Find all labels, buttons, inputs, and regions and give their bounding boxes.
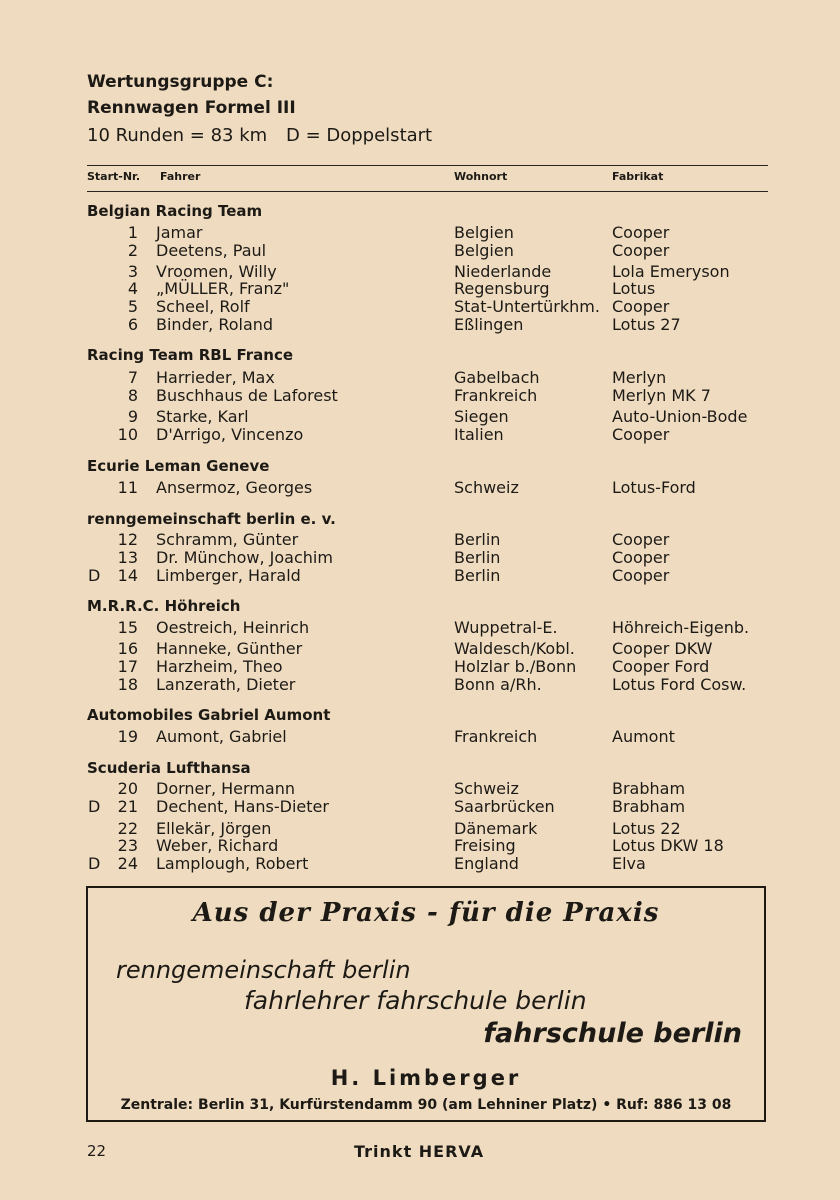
driver-name: Limberger, Harald xyxy=(156,566,301,585)
car-make: Cooper Ford xyxy=(612,657,710,676)
team-heading: renngemeinschaft berlin e. v. xyxy=(87,510,336,528)
car-make: Lotus Ford Cosw. xyxy=(612,675,747,694)
double-start-mark: D xyxy=(88,854,101,873)
residence: Freising xyxy=(454,836,516,855)
start-number: 23 xyxy=(117,836,138,855)
start-number: 20 xyxy=(117,779,138,798)
entry-row xyxy=(0,676,840,694)
residence: Dänemark xyxy=(454,819,538,838)
entry-row xyxy=(0,242,840,260)
driver-name: Starke, Karl xyxy=(156,407,249,426)
start-number: 3 xyxy=(127,262,138,281)
double-start-mark: D xyxy=(88,797,101,816)
residence: Niederlande xyxy=(454,262,552,281)
driver-name: Ellekär, Jörgen xyxy=(156,819,272,838)
start-number: 9 xyxy=(127,407,138,426)
car-make: Cooper xyxy=(612,241,670,260)
distance-info: 10 Runden = 83 km xyxy=(87,125,268,146)
driver-name: „MÜLLER, Franz" xyxy=(156,279,290,298)
col-driver: Fahrer xyxy=(160,170,201,183)
entry-row xyxy=(0,780,840,798)
start-number: 5 xyxy=(127,297,138,316)
start-number: 19 xyxy=(117,727,138,746)
residence: Gabelbach xyxy=(454,368,540,387)
driver-name: Harzheim, Theo xyxy=(156,657,283,676)
start-number: 21 xyxy=(117,797,138,816)
team-heading: Ecurie Leman Geneve xyxy=(87,457,270,475)
start-number: 6 xyxy=(127,315,138,334)
driver-name: Harrieder, Max xyxy=(156,368,275,387)
entry-row xyxy=(0,640,840,658)
car-make: Lotus DKW 18 xyxy=(612,836,724,855)
entry-row xyxy=(0,728,840,746)
residence: Frankreich xyxy=(454,386,538,405)
double-start-mark: D xyxy=(88,566,101,585)
start-number: 4 xyxy=(127,279,138,298)
car-make: Cooper xyxy=(612,297,670,316)
team-heading: Automobiles Gabriel Aumont xyxy=(87,706,331,724)
ad-school-name: fahrschule berlin xyxy=(483,1018,742,1049)
driver-name: Dr. Münchow, Joachim xyxy=(156,548,333,567)
car-make: Cooper xyxy=(612,548,670,567)
group-title: Wertungsgruppe C: xyxy=(87,72,274,92)
start-number: 1 xyxy=(127,223,138,242)
driver-name: Hanneke, Günther xyxy=(156,639,303,658)
car-make: Cooper xyxy=(612,425,670,444)
entry-row xyxy=(0,479,840,497)
ad-club-name: renngemeinschaft berlin xyxy=(116,956,411,984)
car-make: Brabham xyxy=(612,797,686,816)
team-heading: Racing Team RBL France xyxy=(87,346,294,364)
driver-name: Buschhaus de Laforest xyxy=(156,386,338,405)
car-make: Auto-Union-Bode xyxy=(612,407,748,426)
start-number: 2 xyxy=(127,241,138,260)
driver-name: Deetens, Paul xyxy=(156,241,267,260)
car-make: Lotus-Ford xyxy=(612,478,696,497)
driver-name: Oestreich, Heinrich xyxy=(156,618,310,637)
entry-row xyxy=(0,224,840,242)
start-number: 24 xyxy=(117,854,138,873)
entry-row xyxy=(0,426,840,444)
car-make: Lotus 27 xyxy=(612,315,681,334)
driver-name: Vroomen, Willy xyxy=(156,262,277,281)
car-make: Elva xyxy=(612,854,646,873)
residence: Regensburg xyxy=(454,279,550,298)
entry-row xyxy=(0,658,840,676)
car-make: Höhreich-Eigenb. xyxy=(612,618,750,637)
ad-owner-name: H. Limberger xyxy=(330,1066,522,1090)
residence: Eßlingen xyxy=(454,315,524,334)
driver-name: Lanzerath, Dieter xyxy=(156,675,296,694)
entry-row xyxy=(0,619,840,637)
residence: Saarbrücken xyxy=(454,797,555,816)
entry-row xyxy=(0,549,840,567)
car-make: Aumont xyxy=(612,727,675,746)
entry-row xyxy=(0,298,840,316)
residence: Belgien xyxy=(454,241,514,260)
table-header-rule xyxy=(87,191,768,192)
car-make: Lotus xyxy=(612,279,656,298)
start-number: 12 xyxy=(117,530,138,549)
driver-name: Binder, Roland xyxy=(156,315,274,334)
col-residence: Wohnort xyxy=(454,170,508,183)
col-start-nr: Start-Nr. xyxy=(87,170,141,183)
car-make: Brabham xyxy=(612,779,686,798)
residence: Schweiz xyxy=(454,779,519,798)
advertisement-box xyxy=(86,886,766,1122)
residence: Frankreich xyxy=(454,727,538,746)
car-make: Merlyn MK 7 xyxy=(612,386,711,405)
entry-row xyxy=(0,837,840,855)
driver-name: Aumont, Gabriel xyxy=(156,727,287,746)
driver-name: Scheel, Rolf xyxy=(156,297,250,316)
driver-name: Lamplough, Robert xyxy=(156,854,309,873)
car-make: Merlyn xyxy=(612,368,667,387)
start-number: 16 xyxy=(117,639,138,658)
start-number: 11 xyxy=(117,478,138,497)
car-make: Cooper xyxy=(612,566,670,585)
entry-row xyxy=(0,531,840,549)
residence: Bonn a/Rh. xyxy=(454,675,542,694)
residence: Siegen xyxy=(454,407,509,426)
start-number: 14 xyxy=(117,566,138,585)
page-number: 22 xyxy=(87,1142,107,1160)
team-heading: M.R.R.C. Höhreich xyxy=(87,597,241,615)
driver-name: Schramm, Günter xyxy=(156,530,299,549)
car-make: Cooper xyxy=(612,223,670,242)
driver-name: Dorner, Hermann xyxy=(156,779,295,798)
driver-name: D'Arrigo, Vincenzo xyxy=(156,425,304,444)
residence: Berlin xyxy=(454,530,501,549)
residence: Holzlar b./Bonn xyxy=(454,657,577,676)
residence: Schweiz xyxy=(454,478,519,497)
entry-row xyxy=(0,280,840,298)
entry-row xyxy=(0,855,840,873)
ad-driving-school-line: fahrlehrer fahrschule berlin xyxy=(244,986,587,1015)
start-number: 17 xyxy=(117,657,138,676)
team-heading: Scuderia Lufthansa xyxy=(87,759,251,777)
entry-row xyxy=(0,316,840,334)
residence: Berlin xyxy=(454,566,501,585)
residence: England xyxy=(454,854,519,873)
entry-row xyxy=(0,387,840,405)
doppelstart-legend: D = Doppelstart xyxy=(286,125,433,146)
driver-name: Dechent, Hans-Dieter xyxy=(156,797,329,816)
footer-slogan: Trinkt HERVA xyxy=(354,1142,485,1161)
residence: Berlin xyxy=(454,548,501,567)
team-heading: Belgian Racing Team xyxy=(87,202,263,220)
residence: Stat-Untertürkhm. xyxy=(454,297,600,316)
residence: Wuppetral-E. xyxy=(454,618,558,637)
entry-row xyxy=(0,408,840,426)
start-number: 18 xyxy=(117,675,138,694)
driver-name: Weber, Richard xyxy=(156,836,279,855)
class-title: Rennwagen Formel III xyxy=(87,98,296,118)
start-number: 7 xyxy=(127,368,138,387)
car-make: Lotus 22 xyxy=(612,819,681,838)
car-make: Cooper xyxy=(612,530,670,549)
ad-address: Zentrale: Berlin 31, Kurfürstendamm 90 (am Lehniner Platz) • Ruf: 886 13 08 xyxy=(120,1097,732,1113)
entry-row xyxy=(0,567,840,585)
car-make: Cooper DKW xyxy=(612,639,713,658)
start-number: 10 xyxy=(117,425,138,444)
residence: Italien xyxy=(454,425,504,444)
col-make: Fabrikat xyxy=(612,170,664,183)
car-make: Lola Emeryson xyxy=(612,262,730,281)
start-number: 13 xyxy=(117,548,138,567)
start-number: 15 xyxy=(117,618,138,637)
ad-slogan: Aus der Praxis - für die Praxis xyxy=(192,898,660,928)
table-top-rule xyxy=(87,165,768,166)
residence: Belgien xyxy=(454,223,514,242)
entry-row xyxy=(0,798,840,816)
driver-name: Ansermoz, Georges xyxy=(156,478,313,497)
entry-row xyxy=(0,369,840,387)
start-number: 22 xyxy=(117,819,138,838)
residence: Waldesch/Kobl. xyxy=(454,639,575,658)
entry-row xyxy=(0,263,840,281)
start-number: 8 xyxy=(127,386,138,405)
driver-name: Jamar xyxy=(156,223,203,242)
